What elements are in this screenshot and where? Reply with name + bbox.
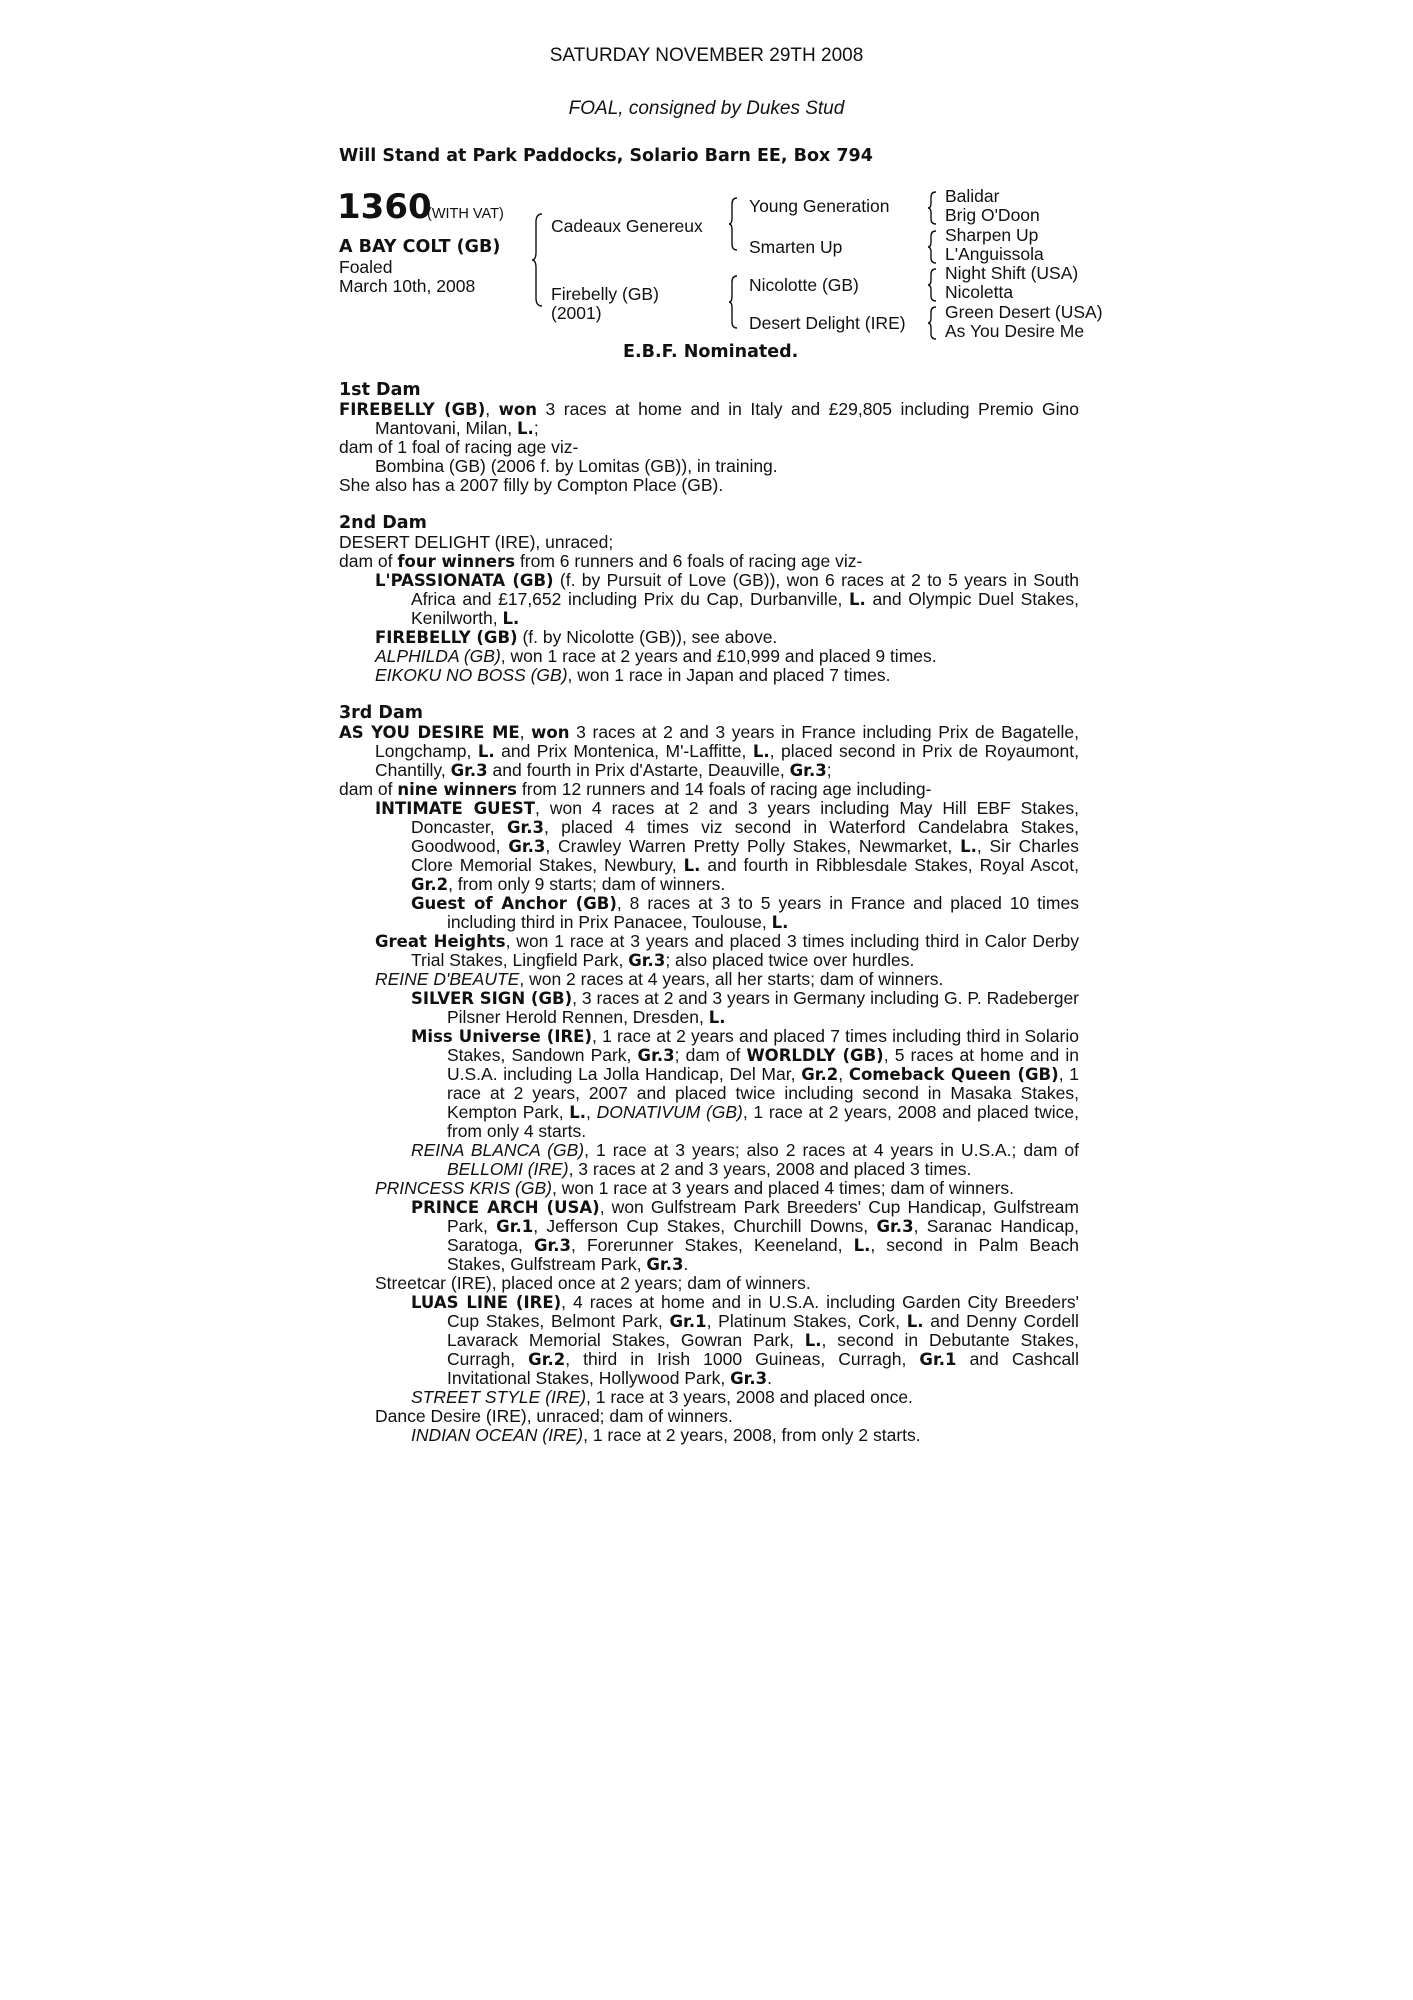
pedigree-dam-year: (2001) [551, 303, 602, 323]
entry-as-you-desire-me: AS YOU DESIRE ME, won 3 races at 2 and 3 years in France including Prix de Bagatelle, Longchamp, L. and Prix Montenica, M'-Laffitte, L., placed second in Prix de Royaumont, Chantilly, Gr.3 and fourth in Prix d'Astarte, Deauville, Gr.3; [339, 722, 1079, 780]
pedigree-brace-g3-1 [926, 190, 938, 226]
entry-desert-delight: DESERT DELIGHT (IRE), unraced; [339, 532, 614, 552]
pedigree-g3-4: L'Anguissola [945, 244, 1044, 264]
horse-name: FIREBELLY (GB) [339, 400, 486, 419]
section-heading-2nd-dam: 2nd Dam [339, 513, 427, 533]
pedigree-sire: Cadeaux Genereux [551, 216, 703, 236]
pedigree-g3-1: Balidar [945, 186, 1000, 206]
pedigree-sire-dam: Smarten Up [749, 237, 843, 257]
entry-indian-ocean: INDIAN OCEAN (IRE), 1 race at 2 years, 2008, from only 2 starts. [411, 1425, 921, 1445]
foaled-label: Foaled [339, 257, 393, 277]
entry-firebelly: FIREBELLY (GB), won 3 races at home and in Italy and £29,805 including Premio Gino Mantovani, Milan, L.; [339, 399, 1079, 438]
entry-prince-arch: PRINCE ARCH (USA), won Gulfstream Park Breeders' Cup Handicap, Gulfstream Park, Gr.1, Jefferson Cup Stakes, Churchill Downs, Gr.3, Saranac Handicap, Saratoga, Gr.3, Forerunner Stakes, Keeneland, L., second in Palm Beach Stakes, Gulfstream Park, Gr.3. [411, 1197, 1080, 1274]
entry-eikoku: EIKOKU NO BOSS (GB), won 1 race in Japan and placed 7 times. [375, 665, 891, 685]
entry-guest-of-anchor: Guest of Anchor (GB), 8 races at 3 to 5 years in France and placed 10 times including third in Prix Panacee, Toulouse, L. [411, 893, 1079, 932]
entry-bombina: Bombina (GB) (2006 f. by Lomitas (GB)), in training. [375, 456, 778, 476]
entry-dd-dam-of: dam of four winners from 6 runners and 6 foals of racing age viz- [339, 551, 863, 571]
dam-details [339, 381, 1079, 1445]
section-heading-3rd-dam: 3rd Dam [339, 703, 423, 723]
entry-streetcar: Streetcar (IRE), placed once at 2 years; dam of winners. [375, 1273, 811, 1293]
entry-street-style: STREET STYLE (IRE), 1 race at 3 years, 2008 and placed once. [411, 1387, 913, 1407]
entry-aydm-dam-of: dam of nine winners from 12 runners and 14 foals of racing age including- [339, 779, 932, 799]
pedigree-dam: Firebelly (GB) [551, 284, 659, 304]
pedigree-g3-6: Nicoletta [945, 282, 1014, 302]
entry-reina-blanca: REINA BLANCA (GB), 1 race at 3 years; also 2 races at 4 years in U.S.A.; dam of BELLOMI (IRE), 3 races at 2 and 3 years, 2008 and placed 3 times. [411, 1140, 1079, 1179]
entry-dam-of: dam of 1 foal of racing age viz- [339, 437, 579, 457]
pedigree-brace-g3-2 [926, 229, 938, 265]
pedigree-g3-8: As You Desire Me [945, 321, 1085, 341]
pedigree-brace-dam [727, 274, 739, 330]
entry-reine-dbeaute: REINE D'BEAUTE, won 2 races at 4 years, all her starts; dam of winners. [375, 969, 944, 989]
entry-great-heights: Great Heights, won 1 race at 3 years and placed 3 times including third in Calor Derby Trial Stakes, Lingfield Park, Gr.3; also placed twice over hurdles. [375, 931, 1080, 970]
pedigree-g3-2: Brig O'Doon [945, 205, 1040, 225]
entry-alphilda: ALPHILDA (GB), won 1 race at 2 years and £10,999 and placed 9 times. [375, 646, 937, 666]
consignment-line: FOAL, consigned by Dukes Stud [568, 98, 845, 119]
pedigree-dam-sire: Nicolotte (GB) [749, 275, 859, 295]
won-label: won [498, 400, 537, 419]
entry-miss-universe: Miss Universe (IRE), 1 race at 2 years and placed 7 times including third in Solario Stakes, Sandown Park, Gr.3; dam of WORLDLY (GB), 5 races at home and in U.S.A. including La Jolla Handicap, Del Mar, Gr.2, Comeback Queen (GB), 1 race at 2 years, 2007 and placed twice including second in Masaka Stakes, Kempton Park, L., DONATIVUM (GB), 1 race at 2 years, 2008 and placed twice, from only 4 starts. [411, 1026, 1079, 1141]
pedigree-brace-g3-4 [926, 305, 938, 341]
entry-silver-sign: SILVER SIGN (GB), 3 races at 2 and 3 years in Germany including G. P. Radeberger Pilsner Herold Rennen, Dresden, L. [411, 988, 1080, 1027]
lot-number: 1360 [337, 187, 432, 227]
pedigree-g3-3: Sharpen Up [945, 225, 1039, 245]
entry-princess-kris: PRINCESS KRIS (GB), won 1 race at 3 years and placed 4 times; dam of winners. [375, 1178, 1015, 1198]
entry-lpassionata: L'PASSIONATA (GB) (f. by Pursuit of Love (GB)), won 6 races at 2 to 5 years in South Africa and £17,652 including Prix du Cap, Durbanville, L. and Olympic Duel Stakes, Kenilworth, L. [375, 570, 1079, 628]
stabling-location: Will Stand at Park Paddocks, Solario Barn EE, Box 794 [339, 146, 873, 166]
pedigree-g3-7: Green Desert (USA) [945, 302, 1103, 322]
vat-note: (WITH VAT) [427, 206, 504, 222]
section-heading-1st-dam: 1st Dam [339, 380, 421, 400]
pedigree-brace-main [530, 212, 544, 308]
pedigree-dam-dam: Desert Delight (IRE) [749, 313, 906, 333]
pedigree-brace-sire [727, 196, 739, 252]
entry-dance-desire: Dance Desire (IRE), unraced; dam of winners. [375, 1406, 733, 1426]
pedigree-sire-sire: Young Generation [749, 196, 890, 216]
pedigree-g3-5: Night Shift (USA) [945, 263, 1079, 283]
entry-firebelly-2: FIREBELLY (GB) (f. by Nicolotte (GB)), see above. [375, 627, 778, 647]
sale-date: SATURDAY NOVEMBER 29TH 2008 [549, 45, 864, 66]
entry-luas-line: LUAS LINE (IRE), 4 races at home and in U.S.A. including Garden City Breeders' Cup Stakes, Belmont Park, Gr.1, Platinum Stakes, Cork, L. and Denny Cordell Lavarack Memorial Stakes, Gowran Park, L., second in Debutante Stakes, Curragh, Gr.2, third in Irish 1000 Guineas, Curragh, Gr.1 and Cashcall Invitational Stakes, Hollywood Park, Gr.3. [411, 1292, 1079, 1388]
entry-intimate-guest: INTIMATE GUEST, won 4 races at 2 and 3 years including May Hill EBF Stakes, Doncaster, Gr.3, placed 4 times viz second in Waterford Candelabra Stakes, Goodwood, Gr.3, Crawley Warren Pretty Polly Stakes, Newmarket, L., Sir Charles Clore Memorial Stakes, Newbury, L. and fourth in Ribblesdale Stakes, Royal Ascot, Gr.2, from only 9 starts; dam of winners. [375, 798, 1079, 894]
foaled-date: March 10th, 2008 [339, 276, 476, 296]
lot-title: A BAY COLT (GB) [339, 237, 501, 257]
ebf-nominated: E.B.F. Nominated. [623, 342, 799, 362]
entry-also: She also has a 2007 filly by Compton Place (GB). [339, 475, 724, 495]
pedigree-brace-g3-3 [926, 267, 938, 303]
